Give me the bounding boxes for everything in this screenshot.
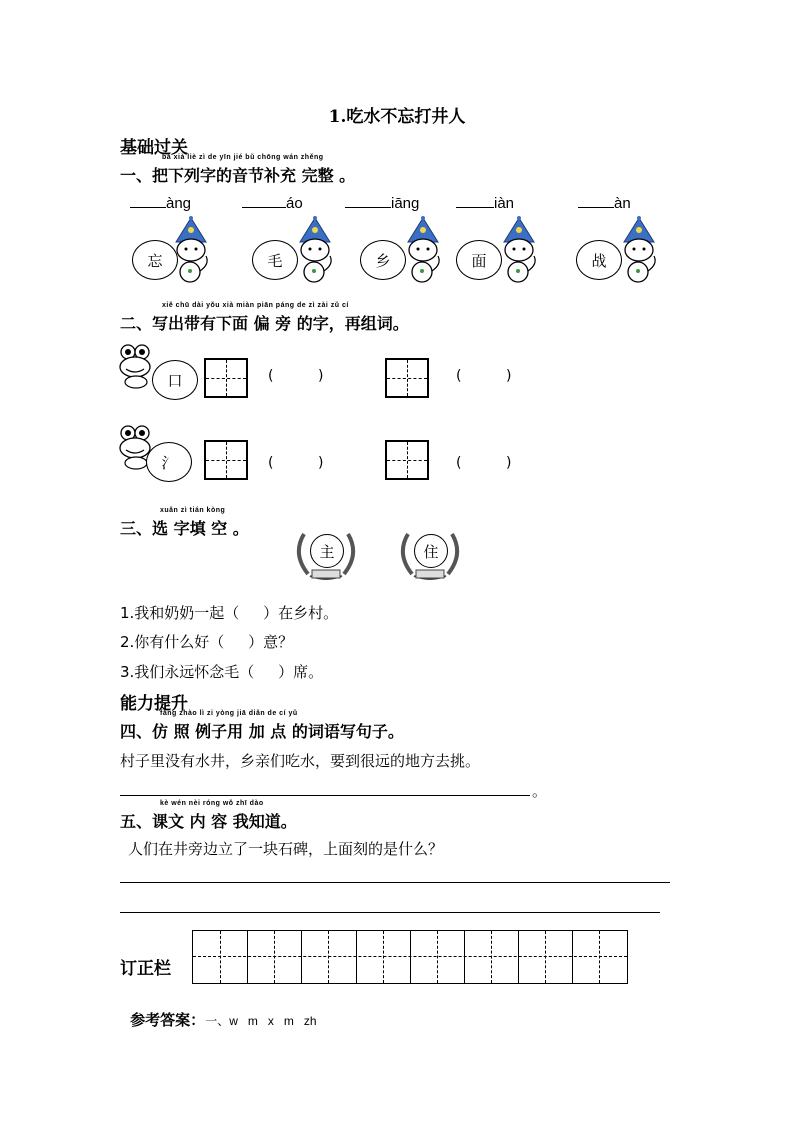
writing-grid[interactable] [385, 358, 429, 398]
correction-label: 订正栏 [120, 959, 171, 979]
q4-example: 村子里没有水井，乡亲们吃水，要到很远的地方去挑。 [120, 752, 481, 770]
option-zhu2: 住 [414, 534, 448, 568]
syllable-blank-4[interactable]: iàn [456, 193, 514, 212]
char-group-3 [360, 216, 444, 286]
cat-mascot-icon [402, 216, 444, 284]
q4-answer-line[interactable] [120, 795, 530, 796]
answer-key [120, 990, 317, 1030]
word-answer-paren[interactable]: ( ) [268, 368, 324, 384]
q3-pinyin: xuǎn zì tián kòng [160, 507, 226, 514]
q5-prompt: 五、课文 内 容 我知道。 [120, 812, 297, 831]
syllable-blank-5[interactable]: àn [578, 193, 631, 212]
q5-question: 人们在井旁边立了一块石碑，上面刻的是什么？ [128, 840, 444, 858]
writing-grid[interactable] [204, 440, 248, 480]
cat-mascot-icon [498, 216, 540, 284]
char-circle-xiang: 乡 [360, 240, 406, 280]
char-group-4 [456, 216, 540, 286]
cat-mascot-icon [170, 216, 212, 284]
q5-answer-line-2[interactable] [120, 912, 660, 913]
q4-answer-period: 。 [532, 782, 548, 800]
char-circle-mao: 毛 [252, 240, 298, 280]
word-answer-paren[interactable]: ( ) [268, 455, 324, 471]
q4-pinyin: fǎng zhào lì zi yòng jiā diǎn de cí yǔ [160, 710, 298, 717]
q5-answer-line-1[interactable] [120, 882, 670, 883]
writing-grid[interactable] [204, 358, 248, 398]
answer-label: 参考答案： [130, 1011, 206, 1029]
char-circle-zhan: 战 [576, 240, 622, 280]
page-title: 1.吃水不忘打井人 [328, 107, 466, 127]
syllable-blank-2[interactable]: áo [242, 193, 303, 212]
q1-pinyin: bǎ xià liè zì de yīn jié bǔ chōng wán zhěng [162, 154, 324, 161]
word-answer-paren[interactable]: ( ) [456, 368, 512, 384]
char-circle-mian: 面 [456, 240, 502, 280]
cat-mascot-icon [294, 216, 336, 284]
radical-circle-shui: 氵 [146, 442, 192, 482]
q3-item-1: 1.我和奶奶一起（ ）在乡村。 [120, 604, 339, 622]
word-answer-paren[interactable]: ( ) [456, 455, 512, 471]
option-wreath-zhu2 [394, 526, 466, 582]
frog-mascot-icon [118, 343, 154, 389]
q5-pinyin: kè wén nèi róng wǒ zhī dào [160, 800, 264, 807]
q3-item-3: 3.我们永远怀念毛（ ）席。 [120, 663, 324, 681]
answer-text: 一、w m x m zh [205, 1014, 317, 1028]
char-group-5 [576, 216, 660, 286]
cat-mascot-icon [618, 216, 660, 284]
writing-grid[interactable] [385, 440, 429, 480]
q2-prompt: 二、写出带有下面 偏 旁 的字，再组词。 [120, 314, 409, 333]
char-group-1 [132, 216, 212, 286]
q3-item-2: 2.你有什么好（ ）意？ [120, 633, 294, 651]
syllable-blank-1[interactable]: àng [130, 193, 191, 212]
q1-prompt: 一、把下列字的音节补充 完整 。 [120, 166, 356, 185]
syllable-blank-3[interactable]: iāng [345, 193, 419, 212]
q3-prompt: 三、选 字填 空 。 [120, 519, 249, 538]
option-wreath-zhu [290, 526, 362, 582]
char-group-2 [252, 216, 336, 286]
section-ability: 能力提升 [120, 694, 188, 714]
char-circle-wang: 忘 [132, 240, 178, 280]
option-zhu: 主 [310, 534, 344, 568]
q2-pinyin: xiě chū dài yǒu xià miàn piān páng de zì zài zǔ cí [162, 302, 349, 309]
correction-grid[interactable] [192, 930, 628, 984]
section-basic: 基础过关 [120, 138, 188, 158]
q4-prompt: 四、仿 照 例子用 加 点 的词语写句子。 [120, 722, 404, 741]
radical-circle-kou: 口 [152, 360, 198, 400]
